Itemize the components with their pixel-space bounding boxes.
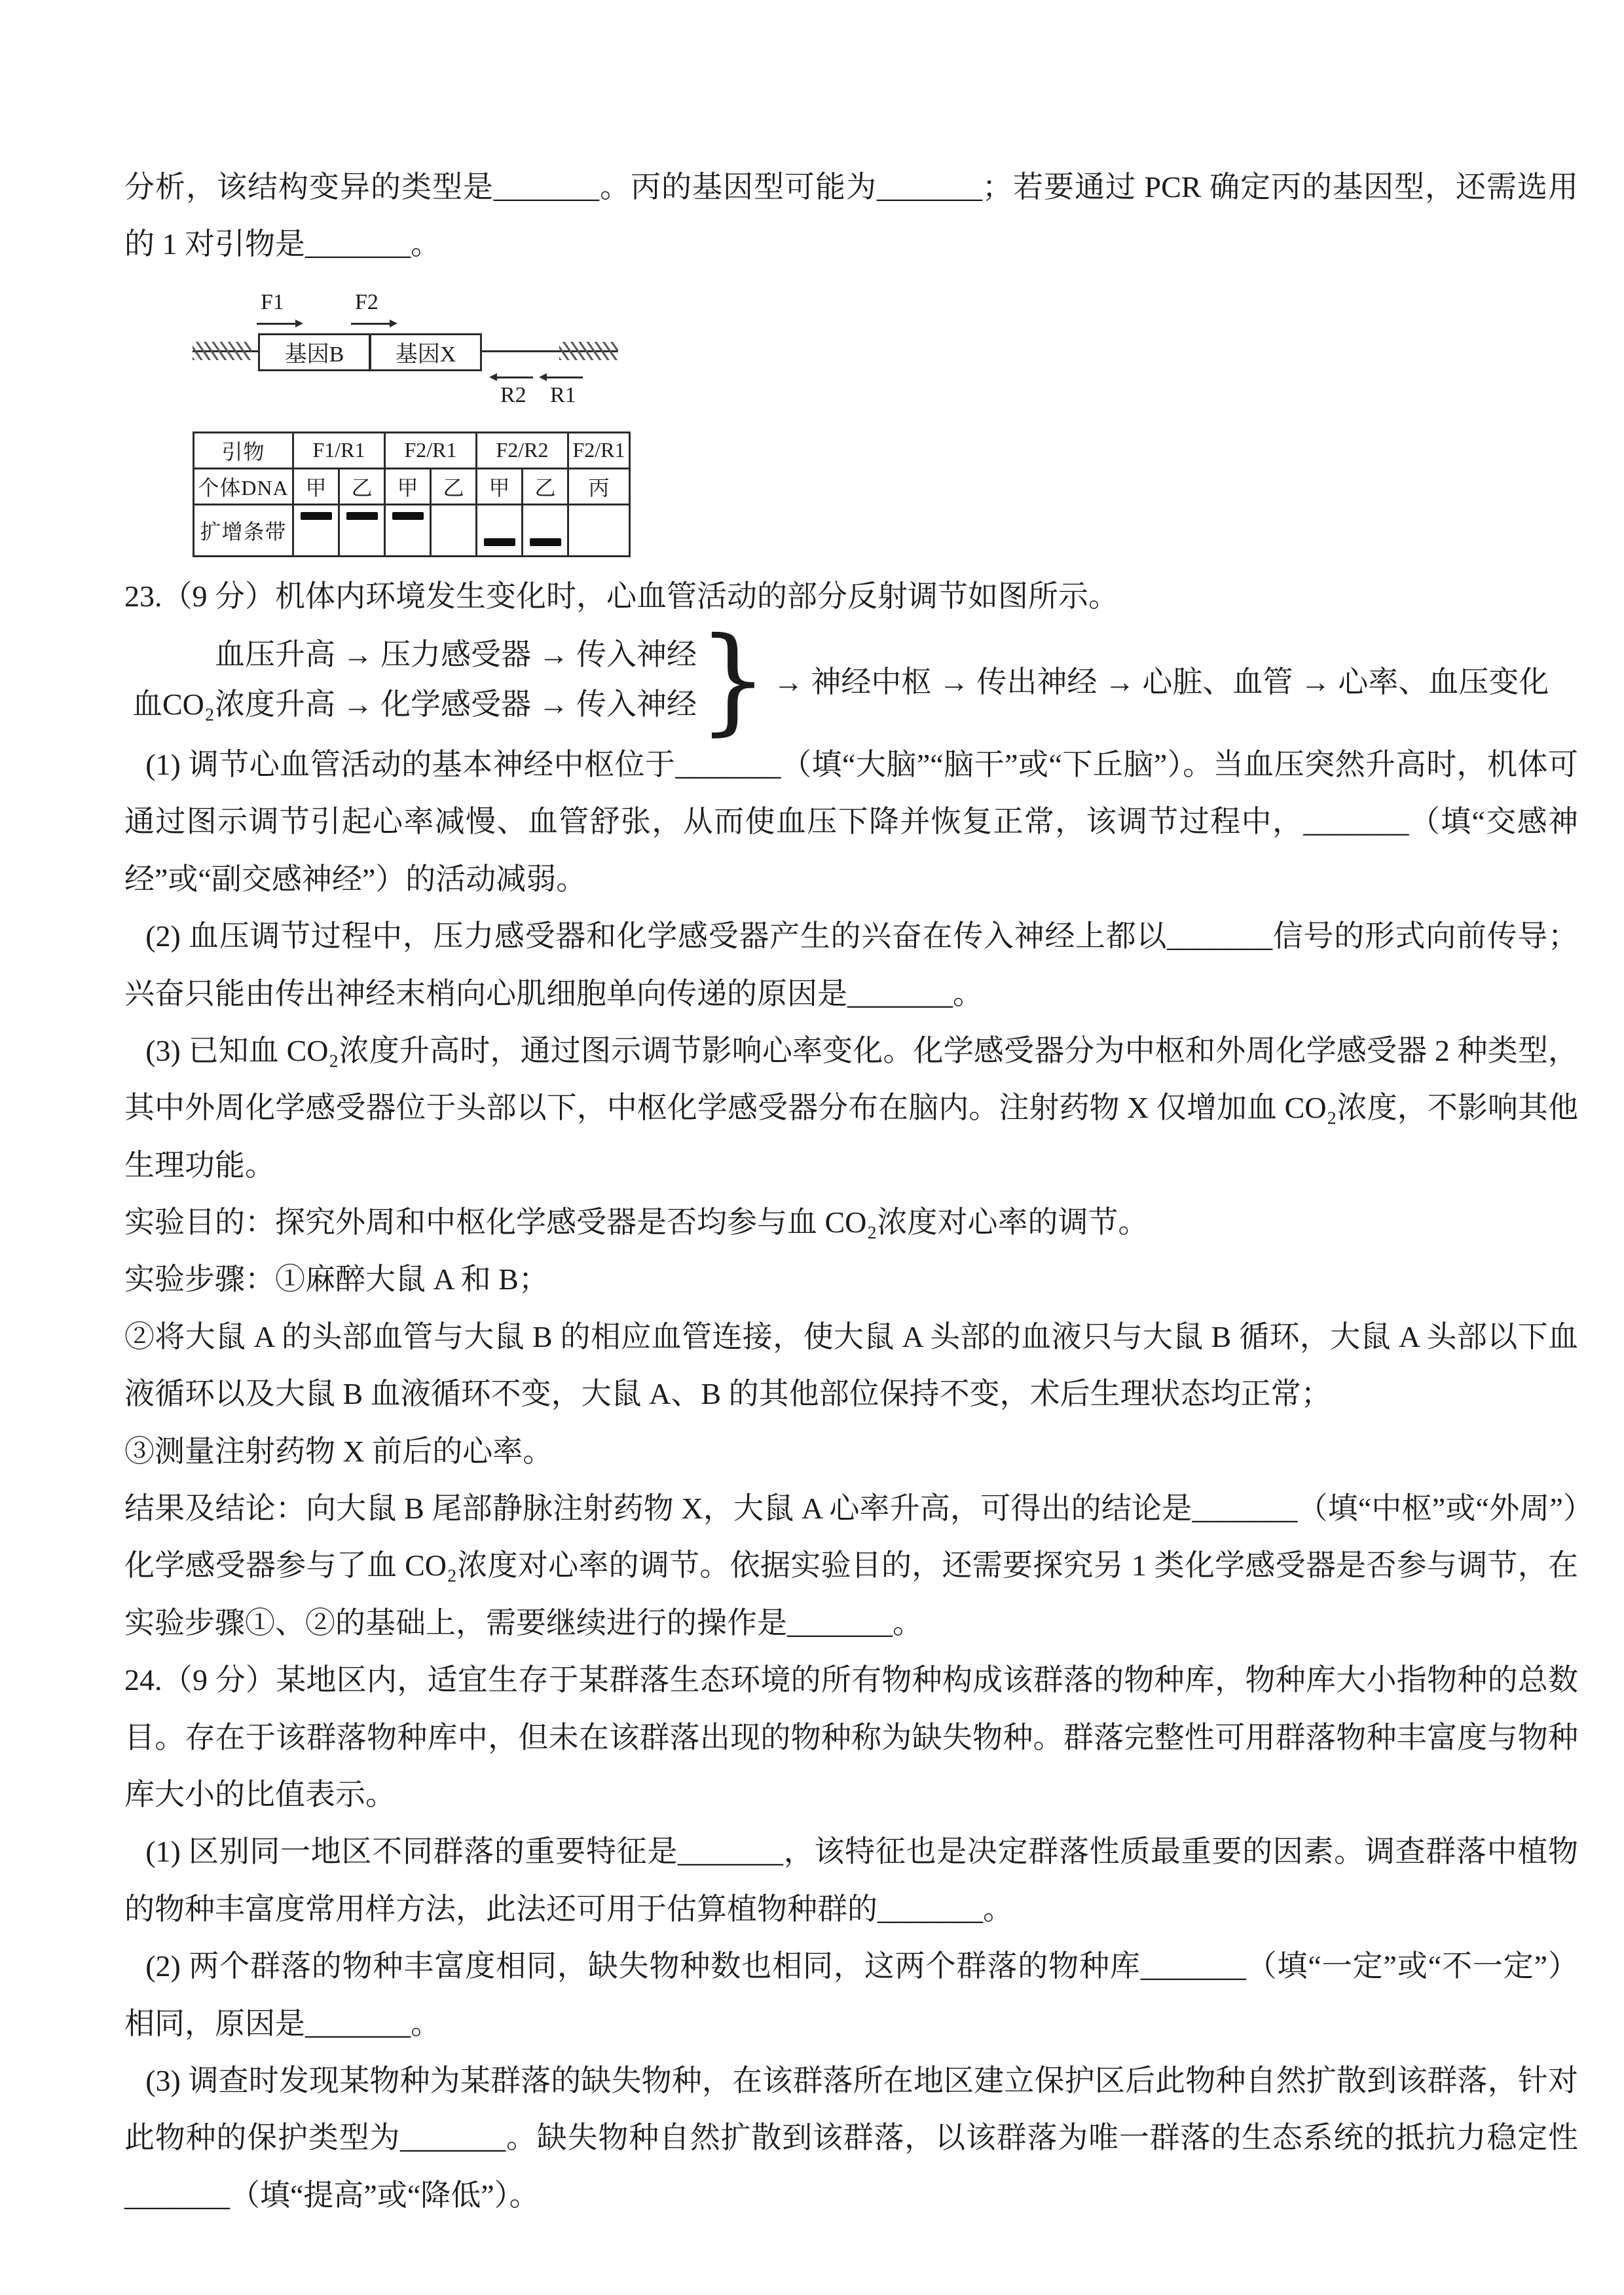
row-header-dna: 个体DNA	[194, 468, 293, 504]
primer-label-r1: R1	[550, 382, 576, 407]
row-header-bands: 扩增条带	[194, 504, 293, 556]
row-header-primer: 引物	[194, 432, 293, 468]
primer-label-f2: F2	[355, 289, 378, 314]
q23-result-conclusion: 结果及结论：向大鼠 B 尾部静脉注射药物 X，大鼠 A 心率升高，可得出的结论是_______（填“中枢”或“外周”）化学感受器参与了血 CO₂浓度对心率的调节。依据实验目的，还需要探究另 1 类化学感受器是否参与调节，在实验步骤①、②的基础上，需要继续进行的操作是_______。	[124, 1492, 1578, 1640]
q23-experiment-purpose: 实验目的：探究外周和中枢化学感受器是否均参与血 CO₂浓度对心率的调节。	[124, 1205, 1149, 1239]
individual-cell: 乙	[339, 468, 385, 504]
gene-box-b-label: 基因B	[284, 342, 344, 367]
q23-part1: (1) 调节心血管活动的基本神经中枢位于_______（填“大脑”“脑干”或“下丘脑”）。当血压突然升高时，机体可通过图示调节引起心率减慢、血管舒张，从而使血压下降并恢复正常，该调节过程中，_______（填“交感神经”或“副交感神经”）的活动减弱。	[124, 747, 1578, 896]
flow-line-blood-pressure: 血压升高 → 压力感受器 → 传入神经	[214, 638, 697, 672]
flow-left-lines	[132, 630, 697, 729]
table-row-individuals	[194, 468, 630, 504]
amplified-band	[346, 512, 378, 520]
q23-part2: (2) 血压调节过程中，压力感受器和化学感受器产生的兴奋在传入神经上都以_______信号的形式向前传导；兴奋只能由传出神经末梢向心肌细胞单向传递的原因是_______。	[124, 919, 1578, 1010]
band-cell	[385, 504, 431, 556]
amplified-band	[530, 538, 561, 546]
amplified-band	[301, 512, 332, 520]
primer-pair-cell-4: F2/R1	[568, 432, 630, 468]
primer-arrow-r2	[496, 376, 533, 378]
flow-brace: }	[697, 612, 768, 747]
gene-box-x-label: 基因X	[395, 342, 456, 367]
primer-label-f1: F1	[261, 289, 284, 314]
dna-hatch-left	[193, 342, 251, 360]
pcr-figure	[193, 290, 651, 557]
exam-page-content	[124, 158, 1578, 2224]
q24-part1: (1) 区别同一地区不同群落的重要特征是_______，该特征也是决定群落性质最重要的因素。调查群落中植物的物种丰富度常用样方法，此法还可用于估算植物种群的_______。	[124, 1835, 1578, 1926]
gene-box-b	[258, 333, 371, 371]
gene-box-x	[369, 333, 482, 371]
individual-cell: 乙	[431, 468, 477, 504]
q23-experiment-step2: ②将大鼠 A 的头部血管与大鼠 B 的相应血管连接，使大鼠 A 头部的血液只与大鼠 B 循环，大鼠 A 头部以下血液循环以及大鼠 B 血液循环不变，大鼠 A、B 的其他部位保持不变，术后生理状态均正常；	[124, 1319, 1578, 1411]
band-cell	[293, 504, 339, 556]
band-cell	[477, 504, 523, 556]
primer-arrow-r1	[546, 376, 583, 378]
primer-arrow-f1	[257, 323, 296, 325]
dna-hatch-right	[559, 342, 618, 360]
band-cell	[523, 504, 568, 556]
band-cell	[568, 504, 630, 556]
amplified-band	[392, 512, 424, 520]
individual-cell: 乙	[523, 468, 568, 504]
pcr-result-table	[193, 431, 631, 557]
q23-header: 23.（9 分）机体内环境发生变化时，心血管活动的部分反射调节如图所示。	[124, 579, 1118, 613]
individual-cell: 甲	[477, 468, 523, 504]
q24-part2: (2) 两个群落的物种丰富度相同，缺失物种数也相同，这两个群落的物种库_______（填“一定”或“不一定”）相同，原因是_______。	[124, 1949, 1578, 2040]
primer-label-r2: R2	[500, 382, 526, 407]
reflex-flow-diagram	[132, 612, 1578, 747]
primer-arrow-f2	[351, 323, 390, 325]
q24-part3: (3) 调查时发现某物种为某群落的缺失物种，在该群落所在地区建立保护区后此物种自然扩散到该群落，针对此物种的保护类型为_______。缺失物种自然扩散到该群落，以该群落为唯一群落的生态系统的抵抗力稳定性_______（填“提高”或“降低”）。	[124, 2063, 1578, 2212]
q23-experiment-step1: 实验步骤：①麻醉大鼠 A 和 B；	[124, 1262, 549, 1296]
band-cell	[431, 504, 477, 556]
amplified-band	[484, 538, 515, 546]
q24-header: 24.（9 分）某地区内，适宜生存于某群落生态环境的所有物种构成该群落的物种库，物种库大小指物种的总数目。存在于该群落物种库中，但未在该群落出现的物种称为缺失物种。群落完整性可用群落物种丰富度与物种库大小的比值表示。	[124, 1663, 1578, 1811]
q23-experiment-step3: ③测量注射药物 X 前后的心率。	[124, 1434, 553, 1468]
gene-structure-diagram	[193, 290, 625, 422]
individual-cell: 丙	[568, 468, 630, 504]
lead-paragraph: 分析，该结构变异的类型是_______。丙的基因型可能为_______；若要通过 PCR 确定丙的基因型，还需选用的 1 对引物是_______。	[124, 170, 1578, 261]
table-row-primer-pairs	[194, 432, 630, 468]
primer-pair-cell-2: F2/R1	[385, 432, 477, 468]
primer-pair-cell-1: F1/R1	[293, 432, 385, 468]
flow-output-line: → 神经中枢 → 传出神经 → 心脏、血管 → 心率、血压变化	[773, 665, 1549, 699]
individual-cell: 甲	[385, 468, 431, 504]
flow-line-co2: 血CO₂浓度升高 → 化学感受器 → 传入神经	[132, 688, 697, 722]
band-cell	[339, 504, 385, 556]
individual-cell: 甲	[293, 468, 339, 504]
table-row-bands	[194, 504, 630, 556]
q23-part3: (3) 已知血 CO₂浓度升高时，通过图示调节影响心率变化。化学感受器分为中枢和外周化学感受器 2 种类型，其中外周化学感受器位于头部以下，中枢化学感受器分布在脑内。注射药物 X 仅增加血 CO₂浓度，不影响其他生理功能。	[124, 1033, 1578, 1182]
primer-pair-cell-3: F2/R2	[477, 432, 568, 468]
